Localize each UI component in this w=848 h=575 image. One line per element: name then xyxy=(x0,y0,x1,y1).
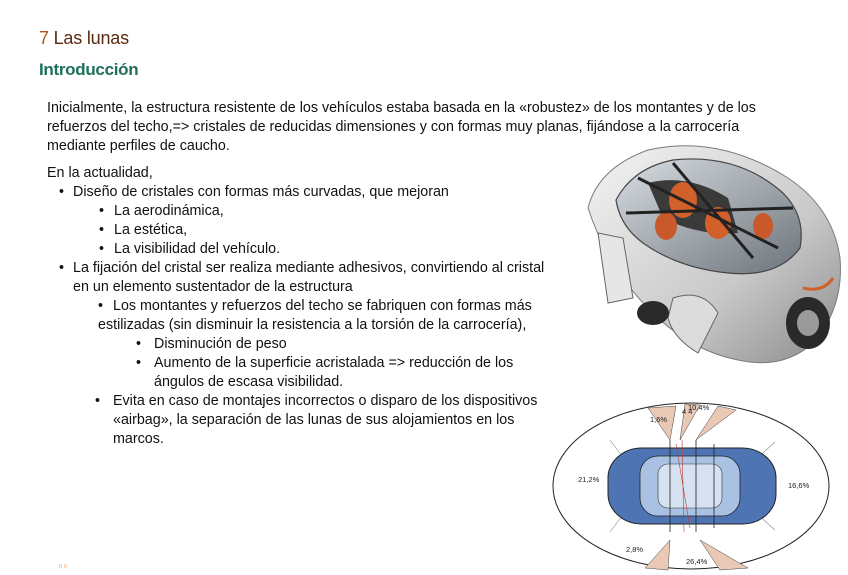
list-item: • La estética, xyxy=(99,221,547,240)
bullet-design-text: • Diseño de cristales con formas más curvadas, que mejoran xyxy=(73,184,449,200)
chapter-title: Las lunas xyxy=(53,28,129,48)
label-bottom-left: 2,8% xyxy=(626,545,644,554)
list-item: • La aerodinámica, xyxy=(99,202,547,221)
visibility-diagram xyxy=(550,400,833,572)
sub-paragraph-text: Los montantes y refuerzos del techo se fabriquen con formas más estilizadas (sin disminuir la resistencia a la torsión de la carrocería), xyxy=(98,298,532,333)
label-top-right: 10,4% xyxy=(688,403,710,412)
label-left: 21,2% xyxy=(578,475,600,484)
intro-paragraph: Inicialmente, la estructura resistente de los vehículos estaba basada en la «robustez» de los montantes y de los refuerzos del techo,=> cristales de reducidas dimensiones y con formas muy planas, fijándose a la carrocería mediante perfiles de caucho. xyxy=(47,100,756,154)
label-bottom: 26,4% xyxy=(686,557,708,566)
chapter-number: 7 xyxy=(39,28,49,48)
list-item: • Disminución de peso xyxy=(136,335,547,354)
sub-items-list xyxy=(47,335,547,392)
bullet-airbag-text: • Evita en caso de montajes incorrectos o disparo de los dispositivos «airbag», la separación de las lunas de sus alojamientos en los marcos. xyxy=(113,393,538,447)
bullet-fixing xyxy=(47,259,547,297)
footer-mark: ㅁㅁ xyxy=(58,564,68,570)
label-right: 16,6% xyxy=(788,481,810,490)
section-title: Introducción xyxy=(39,60,139,79)
bullet-fixing-text: • La fijación del cristal ser realiza mediante adhesivos, convirtiendo al cristal en un elemento sustentador de la estructura xyxy=(73,260,545,295)
bullet-airbag xyxy=(47,392,547,449)
sub-paragraph: • Los montantes y refuerzos del techo se fabriquen con formas más estilizadas (sin disminuir la resistencia a la torsión de la carrocería), xyxy=(98,298,532,333)
chapter-heading xyxy=(39,28,129,49)
body-content xyxy=(47,164,547,449)
bullet-design xyxy=(47,183,547,202)
list-item: • Aumento de la superficie acristalada => reducción de los ángulos de escasa visibilidad. xyxy=(136,354,547,392)
label-top-marks: 4 4 xyxy=(682,407,693,416)
current-heading: En la actualidad, xyxy=(47,165,153,181)
list-item: • La visibilidad del vehículo. xyxy=(99,240,547,259)
design-benefits-list xyxy=(47,202,547,259)
label-top-left: 1,6% xyxy=(650,415,668,424)
car-cutaway-photo xyxy=(578,138,846,378)
